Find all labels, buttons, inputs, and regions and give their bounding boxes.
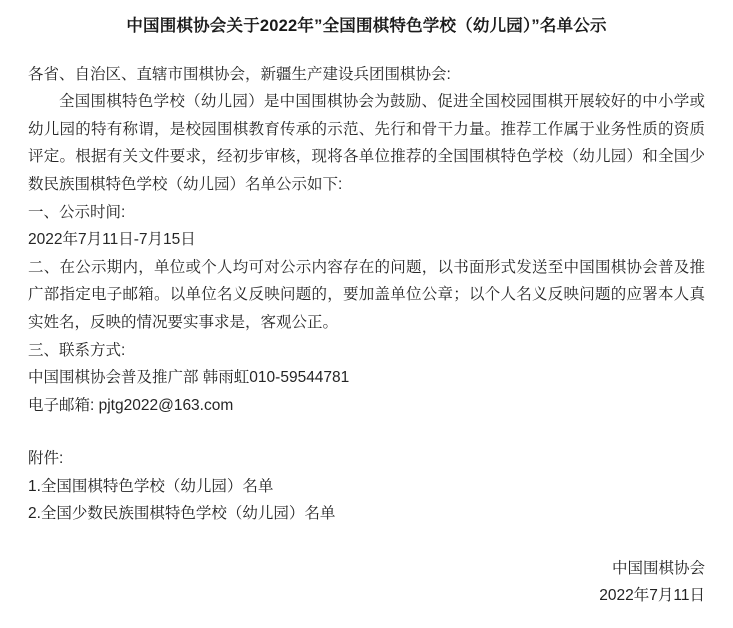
section-1-heading: 一、公示时间:	[28, 203, 126, 221]
section-3-heading: 三、联系方式:	[28, 341, 126, 359]
signature-date: 2022年7月11日	[599, 587, 705, 605]
document-body	[28, 61, 705, 420]
signature-org: 中国围棋协会	[611, 559, 705, 577]
salutation-paragraph: 各省、自治区、直辖市围棋协会，新疆生产建设兵团围棋协会:	[28, 65, 451, 83]
attachment-item-1: 1.全国围棋特色学校（幼儿园）名单	[28, 477, 274, 495]
attachments-label: 附件:	[28, 450, 64, 468]
signature-block	[599, 555, 705, 610]
section-2-heading: 二、在公示期内，单位或个人均可对公示内容存在的问题，以书面形式发送至中国围棋协会普及推广部指定电子邮箱。以单位名义反映问题的，要加盖单位公章；以个人名义反映问题的应署本人真实姓名，反映的情况要实事求是，客观公正。	[28, 258, 705, 331]
page-title: 中国围棋协会关于2022年”全国围棋特色学校（幼儿园）”名单公示	[126, 17, 607, 35]
attachment-item-2: 2.全国少数民族围棋特色学校（幼儿园）名单	[28, 505, 336, 523]
section-1-body: 2022年7月11日-7月15日	[28, 231, 196, 249]
contact-line: 中国围棋协会普及推广部 韩雨虹010-59544781	[28, 369, 350, 387]
intro-paragraph: 全国围棋特色学校（幼儿园）是中国围棋协会为鼓励、促进全国校园围棋开展较好的中小学或幼儿园的特有称谓，是校园围棋教育传承的示范、先行和骨干力量。推荐工作属于业务性质的资质评定。根据有关文件要求，经初步审核，现将各单位推荐的全国围棋特色学校（幼儿园）和全国少数民族围棋特色学校（幼儿园）名单公示如下:	[28, 93, 705, 194]
email-line: 电子邮箱: pjtg2022@163.com	[28, 396, 234, 414]
attachments-block	[28, 445, 705, 528]
